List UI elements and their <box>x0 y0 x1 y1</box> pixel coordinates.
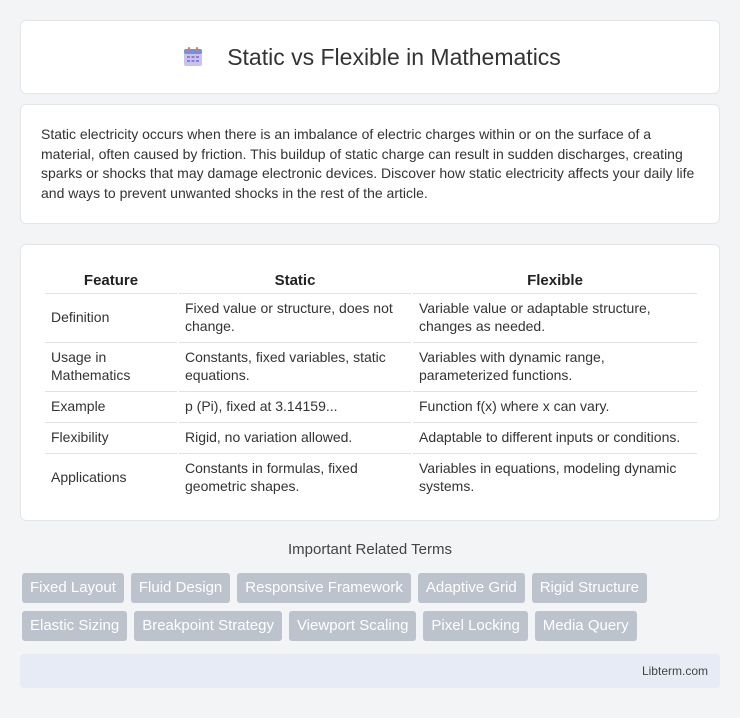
footer <box>20 654 720 688</box>
tag-breakpoint-strategy[interactable]: Breakpoint Strategy <box>134 611 282 641</box>
header-feature: Feature <box>83 272 139 289</box>
table-cell: Variable value or adaptable structure, changes as needed. <box>413 293 697 340</box>
table-cell: Applications <box>45 453 177 500</box>
table-cell: Constants in formulas, fixed geometric shapes. <box>179 453 411 500</box>
intro-card <box>20 104 720 224</box>
table-cell: Fixed value or structure, does not change. <box>179 293 411 340</box>
related-terms-title: Important Related Terms <box>288 541 452 558</box>
footer-brand[interactable]: Libterm.com <box>641 664 708 678</box>
header-card <box>20 20 720 94</box>
table-row <box>45 293 697 340</box>
tag-adaptive-grid[interactable]: Adaptive Grid <box>418 573 525 603</box>
tag-viewport-scaling[interactable]: Viewport Scaling <box>289 611 416 641</box>
page-title: Static vs Flexible in Mathematics <box>227 43 561 70</box>
table-cell: Usage in Mathematics <box>45 342 177 389</box>
table-cell: p (Pi), fixed at 3.14159... <box>179 391 411 420</box>
tag-fluid-design[interactable]: Fluid Design <box>131 573 230 603</box>
table-cell: Variables in equations, modeling dynamic systems. <box>413 453 697 500</box>
table-cell: Rigid, no variation allowed. <box>179 422 411 451</box>
table-cell: Variables with dynamic range, parameterized functions. <box>413 342 697 389</box>
tag-media-query[interactable]: Media Query <box>535 611 637 641</box>
table-header-row <box>45 269 697 291</box>
table-row <box>45 453 697 500</box>
intro-text: Static electricity occurs when there is an imbalance of electric charges within or on the surface of a material, often caused by friction. This buildup of static charge can result in sudden discharges, creating sparks or shocks that may damage electronic devices. Discover how static electricity affects your daily life and ways to prevent unwanted shocks in the rest of the article. <box>41 126 695 201</box>
tag-fixed-layout[interactable]: Fixed Layout <box>22 573 124 603</box>
header-static: Static <box>274 272 316 289</box>
tag-pixel-locking[interactable]: Pixel Locking <box>423 611 527 641</box>
tag-elastic-sizing[interactable]: Elastic Sizing <box>22 611 127 641</box>
calendar-icon <box>179 43 207 71</box>
header-flexible: Flexible <box>527 272 583 289</box>
table-row <box>45 342 697 389</box>
table-row <box>45 422 697 451</box>
tag-responsive-framework[interactable]: Responsive Framework <box>237 573 411 603</box>
table-cell: Definition <box>45 293 177 340</box>
table-cell: Flexibility <box>45 422 177 451</box>
comparison-table-card <box>20 244 720 521</box>
table-row <box>45 391 697 420</box>
table-cell: Function f(x) where x can vary. <box>413 391 697 420</box>
table-cell: Example <box>45 391 177 420</box>
table-cell: Adaptable to different inputs or conditions. <box>413 422 697 451</box>
related-terms-tags <box>22 573 722 641</box>
tag-rigid-structure[interactable]: Rigid Structure <box>532 573 647 603</box>
table-cell: Constants, fixed variables, static equations. <box>179 342 411 389</box>
comparison-table <box>43 267 699 502</box>
